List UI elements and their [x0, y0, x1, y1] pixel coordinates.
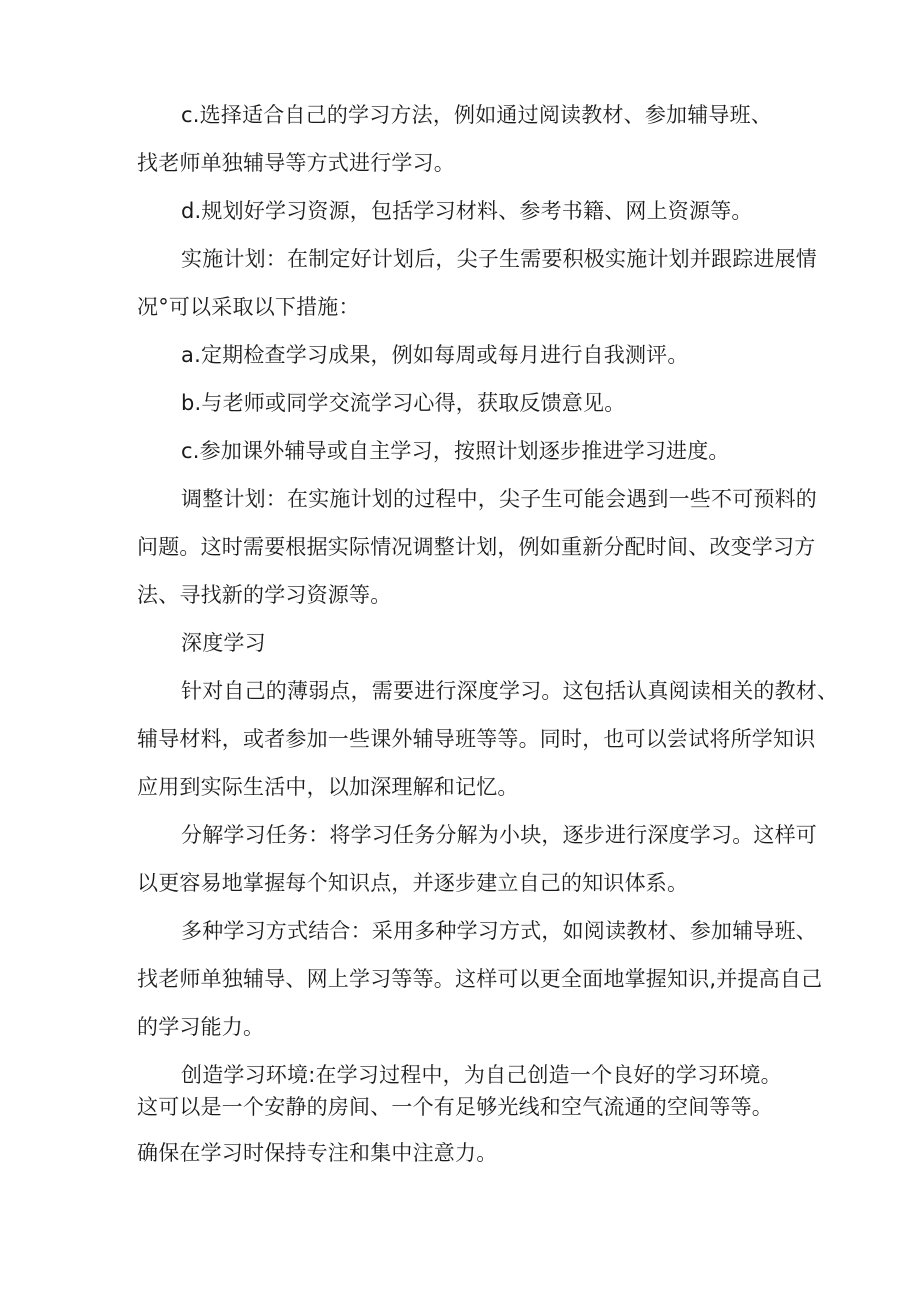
text-line: 以更容易地掌握每个知识点，并逐步建立自己的知识体系。	[137, 871, 689, 895]
text-line: 找老师单独辅导等方式进行学习。	[137, 151, 455, 175]
text-line: 创造学习环境:在学习过程中，为自己创造一个良好的学习环境。	[181, 1063, 782, 1087]
text-line: 多种学习方式结合：采用多种学习方式，如阅读教材、参加辅导班、	[181, 919, 817, 943]
text-line: 实施计划：在制定好计划后，尖子生需要积极实施计划并跟踪进展情	[181, 247, 817, 271]
text-line: 确保在学习时保持专注和集中注意力。	[137, 1141, 498, 1165]
text-line: d.规划好学习资源，包括学习材料、参考书籍、网上资源等。	[181, 199, 753, 223]
text-line: c.参加课外辅导或自主学习，按照计划逐步推进学习进度。	[181, 439, 730, 463]
text-line: a.定期检查学习成果，例如每周或每月进行自我测评。	[181, 343, 689, 367]
text-line: 针对自己的薄弱点，需要进行深度学习。这包括认真阅读相关的教材、	[181, 679, 839, 703]
section-heading: 深度学习	[181, 631, 266, 655]
text-line: 法、寻找新的学习资源等。	[137, 583, 392, 607]
text-line: 辅导材料，或者参加一些课外辅导班等等。同时，也可以尝试将所学知识	[137, 727, 816, 751]
text-line: c.选择适合自己的学习方法，例如通过阅读教材、参加辅导班、	[181, 103, 773, 127]
text-line: b.与老师或同学交流学习心得，获取反馈意见。	[181, 391, 626, 415]
text-line: 的学习能力。	[137, 1015, 265, 1039]
text-line: 应用到实际生活中，以加深理解和记忆。	[137, 775, 519, 799]
text-line: 找老师单独辅导、网上学习等等。这样可以更全面地掌握知识,并提高自己	[137, 967, 823, 991]
text-line: 调整计划：在实施计划的过程中，尖子生可能会遇到一些不可预料的	[181, 487, 817, 511]
text-line: 分解学习任务：将学习任务分解为小块，逐步进行深度学习。这样可	[181, 823, 817, 847]
text-line: 问题。这时需要根据实际情况调整计划，例如重新分配时间、改变学习方	[137, 535, 816, 559]
text-line: 况°可以采取以下措施：	[137, 295, 360, 319]
text-line: 这可以是一个安静的房间、一个有足够光线和空气流通的空间等等。	[137, 1095, 773, 1119]
